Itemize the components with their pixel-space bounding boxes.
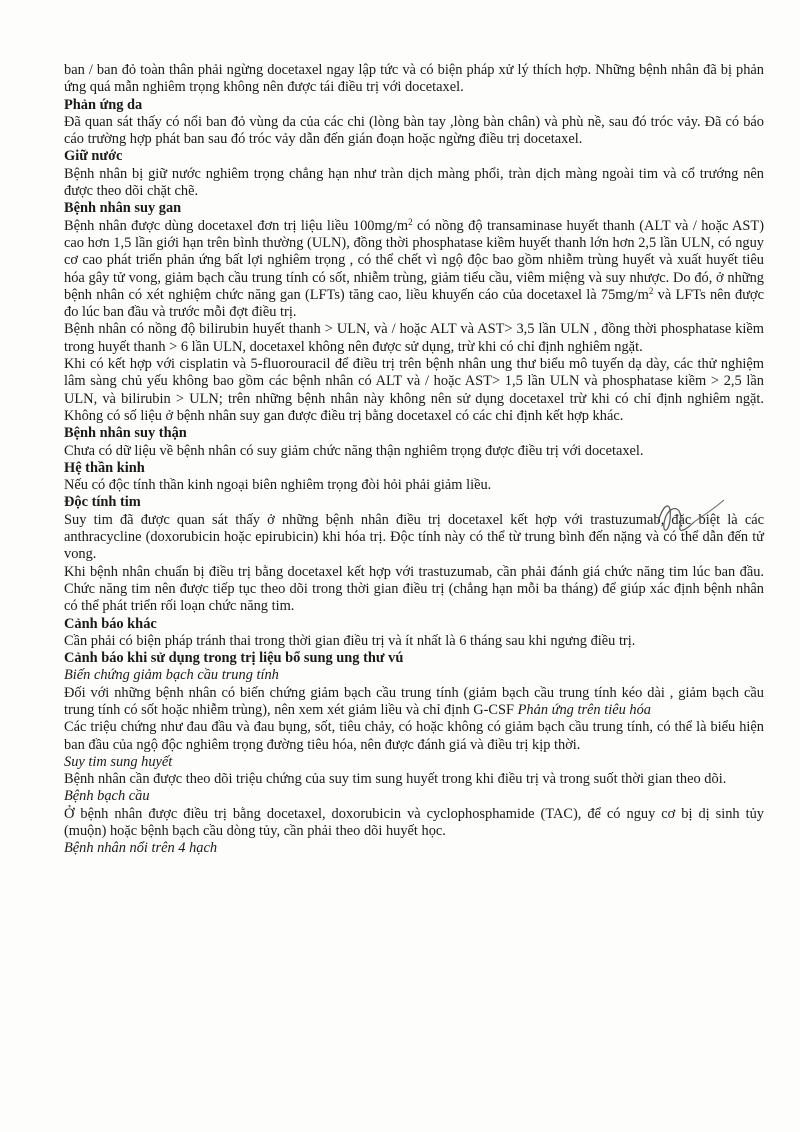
block-text: Cảnh báo khác: [64, 615, 157, 632]
subsection-heading: [64, 667, 764, 684]
block-text: Suy tim đã được quan sát thấy ở những bệnh nhân điều trị docetaxel kết hợp với trastuzumab, đặc biệt là các anthracycline (doxorubicin hoặc epirubicin) khi hóa trị. Độc tính này có thể từ trung bình đến nặng và có thể dẫn đến tử vong.: [64, 511, 764, 563]
document-page: [64, 62, 764, 858]
section-heading: [64, 148, 764, 165]
block-text: Bệnh bạch cầu: [64, 788, 150, 805]
block-text: Cảnh báo khi sử dụng trong trị liệu bổ sung ung thư vú: [64, 650, 404, 667]
subsection-heading: [64, 840, 764, 857]
block-text: Suy tim sung huyết: [64, 753, 173, 770]
subsection-heading: Phản ứng trên tiêu hóa: [517, 701, 651, 718]
handwritten-signature: [650, 492, 730, 542]
paragraph: [64, 356, 764, 425]
paragraph: [64, 719, 764, 754]
paragraph: [64, 114, 764, 149]
paragraph: [64, 166, 764, 201]
block-text: Bệnh nhân được dùng docetaxel đơn trị liệu liều $100mg/m^2$ có nồng độ transaminase huyết thanh (ALT và / hoặc AST) cao hơn 1,5 lần giới hạn trên bình thường (ULN), đồng thời phosphatase kiềm huyết thanh lớn hơn 2,5 lần ULN, có nguy cơ cao phát triển phản ứng bất lợi nghiêm trọng , có thể chết vì ngộ độc bao gồm nhiễm trùng huyết và xuất huyết tiêu hóa gây tử vong, giảm bạch cầu trung tính có sốt, nhiễm trùng, giảm tiểu cầu, viêm miệng và suy nhược. Do đó, ở những bệnh nhân có xét nghiệm chức năng gan (LFTs) tăng cao, liều khuyến cáo của docetaxel là $75mg/m^2$ và LFTs nên được đo lúc ban đầu và trước mỗi đợt điều trị.: [64, 216, 764, 321]
paragraph: [64, 564, 764, 616]
block-text: Chưa có dữ liệu về bệnh nhân có suy giảm chức năng thận nghiêm trọng được điều trị với docetaxel.: [64, 442, 644, 459]
block-text: Bệnh nhân suy gan: [64, 200, 182, 217]
paragraph: [64, 218, 764, 322]
paragraph: [64, 62, 764, 97]
block-text: Các triệu chứng như đau đầu và đau bụng, sốt, tiêu chảy, có hoặc không có giảm bạch cầu trung tính, có thể là biểu hiện ban đầu của ngộ độc nghiêm trọng đường tiêu hóa, nên được đánh giá và điều trị kịp thời.: [64, 719, 764, 753]
block-text: Ở bệnh nhân được điều trị bằng docetaxel, doxorubicin và cyclophosphamide (TAC), để có nguy cơ bị dị sinh tủy (muộn) hoặc bệnh bạch cầu dòng tủy, cần phải theo dõi huyết học.: [64, 805, 764, 840]
paragraph: [64, 806, 764, 841]
block-text: Biến chứng giảm bạch cầu trung tính: [64, 667, 279, 684]
subsection-heading: [64, 754, 764, 771]
block-text: Khi bệnh nhân chuẩn bị điều trị bằng docetaxel kết hợp với trastuzumab, cần phải đánh giá chức năng tim lúc ban đầu. Chức năng tim nên được tiếp tục theo dõi trong thời gian điều trị (chẳng hạn mỗi ba tháng) để giúp xác định bệnh nhân có thể phát triển rối loạn chức năng tim.: [64, 563, 764, 615]
paragraph: [64, 771, 764, 788]
paragraph: [64, 321, 764, 356]
block-text: ban / ban đỏ toàn thân phải ngừng docetaxel ngay lập tức và có biện pháp xử lý thích hợp. Những bệnh nhân đã bị phản ứng quá mẫn nghiêm trọng không nên được tái điều trị với docetaxel.: [64, 62, 764, 96]
block-text: Bệnh nhân bị giữ nước nghiêm trọng chẳng hạn như tràn dịch màng phổi, tràn dịch màng ngoài tim và cổ trướng nên được theo dõi chặt chẽ.: [64, 165, 764, 200]
block-text: Bệnh nhân có nồng độ bilirubin huyết thanh > ULN, và / hoặc ALT và AST> 3,5 lần ULN , đồng thời phosphatase kiềm trong huyết thanh > 6 lần ULN, docetaxel không nên được sử dụng, trừ khi có chỉ định nghiêm ngặt.: [64, 321, 764, 355]
section-heading: [64, 460, 764, 477]
block-text: Cần phải có biện pháp tránh thai trong thời gian điều trị và ít nhất là 6 tháng sau khi ngưng điều trị.: [64, 632, 636, 649]
block-text: Đối với những bệnh nhân có biến chứng giảm bạch cầu trung tính (giảm bạch cầu trung tính kéo dài , giảm bạch cầu trung tính có sốt hoặc nhiễm trùng), nên xem xét giảm liều và chỉ định G-CSF: [64, 684, 764, 718]
paragraph: [64, 443, 764, 460]
subsection-heading: [64, 788, 764, 805]
paragraph: [64, 685, 764, 720]
block-text: Giữ nước: [64, 148, 123, 165]
section-heading: [64, 650, 764, 667]
section-heading: [64, 425, 764, 442]
block-text: Hệ thần kinh: [64, 459, 145, 476]
block-text: Đã quan sát thấy có nổi ban đỏ vùng da của các chi (lòng bàn tay ,lòng bàn chân) và phù nề, sau đó tróc vảy. Đã có báo cáo trường hợp phát ban sau đó tróc vảy dẫn đến gián đoạn hoặc ngừng điều trị docetaxel.: [64, 113, 764, 148]
block-text: Độc tính tim: [64, 494, 141, 511]
block-text: Phản ứng da: [64, 96, 143, 113]
block-text: Bệnh nhân nổi trên 4 hạch: [64, 840, 218, 857]
section-heading: [64, 616, 764, 633]
section-heading: [64, 200, 764, 217]
section-heading: [64, 97, 764, 114]
block-text: Khi có kết hợp với cisplatin và 5-fluorouracil để điều trị trên bệnh nhân ung thư biểu mô tuyến dạ dày, các thử nghiệm lâm sàng chủ yếu không bao gồm các bệnh nhân có ALT và / hoặc AST> 1,5 lần ULN và phosphatase kiềm > 2,5 lần ULN, và bilirubin > ULN; trên những bệnh nhân này không nên sử dụng docetaxel trừ khi có chỉ định nghiêm ngặt. Không có số liệu ở bệnh nhân suy gan được điều trị bằng docetaxel có các chỉ định kết hợp khác.: [64, 356, 764, 424]
block-text: Bệnh nhân cần được theo dõi triệu chứng của suy tim sung huyết trong khi điều trị và trong suốt thời gian theo dõi.: [64, 771, 727, 788]
paragraph: [64, 633, 764, 650]
block-text: Nếu có độc tính thần kinh ngoại biên nghiêm trọng đòi hỏi phải giảm liều.: [64, 477, 492, 494]
block-text: Bệnh nhân suy thận: [64, 425, 187, 442]
